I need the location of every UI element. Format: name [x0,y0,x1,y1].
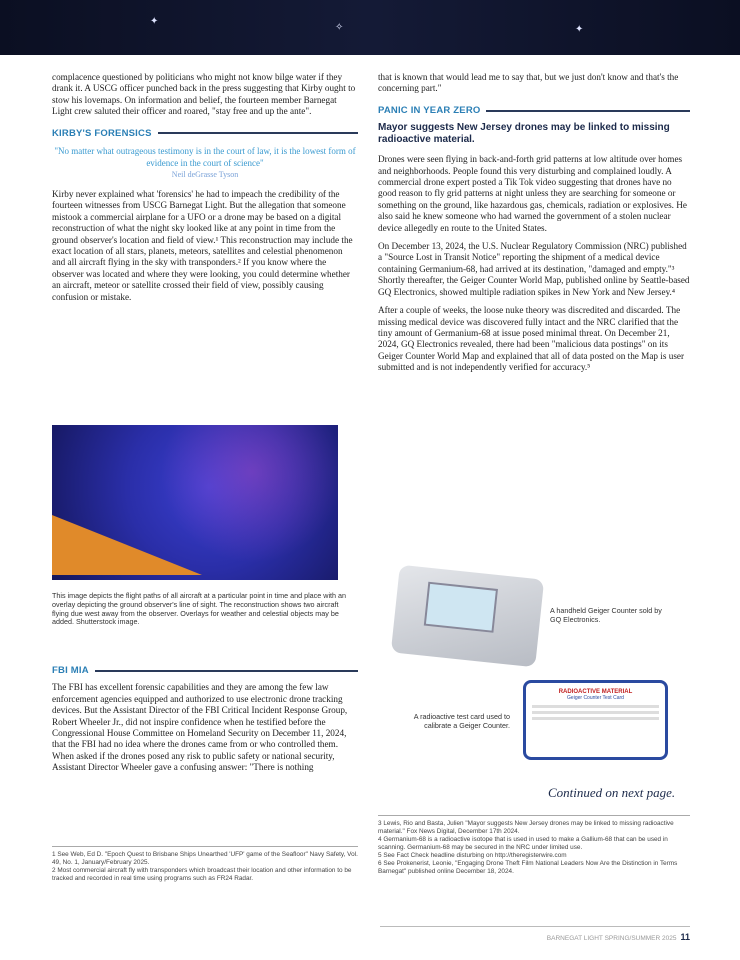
star-icon: ✦ [150,16,159,27]
flight-path-image [52,425,338,580]
geiger-screen [424,582,498,633]
image-caption: This image depicts the flight paths of all aircraft at a particular point in time and place with an overlay depicting the ground observer's line of sight. The reconstruction shows two aircraft flying due west away from the observer. Overlays for weather and celestial objects may be added. Shutterstock image. [52,591,347,627]
page-number: 11 [680,932,690,942]
section-title: PANIC IN YEAR ZERO [378,104,481,116]
section-heading [52,128,358,139]
body-paragraph: Kirby never explained what 'forensics' he had to impeach the credibility of the fourteen witnesses from USCG Barnegat Light. But the allegation that someone mistook a commercial airplane for a UFO or a drone may be based on a digital reconstruction of what the night sky looked like at any point in time from the ground observer's location and field of view.¹ This reconstruction may include the exact location of all stars, planets, meteors, satellites and celestial phenomenon and all aircraft flying in the sky with transponders.² If you know where the observer was located and where they were looking, you could determine whether an aircraft, meteor or satellite crossed their field of view, possibly causing confusion or mistake. [52,189,353,302]
section-title: FBI MIA [52,665,89,676]
footnote: 4 Germanium-68 is a radioactive isotope that is used in used to make a Gallium-68 that can be used in scanning. Germanium-68 may be secured in the NRC under limited use. [378,836,668,851]
pull-quote [52,145,358,181]
footnotes [378,815,690,876]
body-paragraph: The FBI has excellent forensic capabilities and they are among the few law enforcement agencies equipped and authorized to use electronic drone tracking devices. But the Assistant Director of the FBI Critical Incident Response Group, Robert Wheeler Jr., did not inspire confidence when he testified before the Congressional House Committee on Homeland Security on December 11, 2024, that the FBI had no idea where the drones came from or who controlled them. When asked if the drones posed any risk to public safety or national security, Assistant Director Wheeler gave a confusing answer: "There is nothing [52,682,348,773]
body-paragraph: On December 13, 2024, the U.S. Nuclear Regulatory Commission (NRC) published a "Source Lost in Transit Notice" reporting the shipment of a medical device containing Germanium-68, had arrived at its destination, "damaged and empty."³ Shortly thereafter, the Geiger Counter World Map, published online by Seattle-based GQ Electronics, showed multiple radiation spikes in New York and New Jersey.⁴ [378,241,690,297]
section-heading [52,665,358,676]
continued-notice: Continued on next page. [548,785,676,800]
star-icon: ✦ [575,24,584,35]
body-paragraph: After a couple of weeks, the loose nuke theory was discredited and discarded. The missing medical device was discovered fully intact and the NRC clarified that the tiny amount of Germanium-68 at issue posed minimal threat. On December 21, 2024, GQ Electronics revealed, there had been "malicious data postings" on its Geiger Counter World Map and explained that all of data posted on the Map is user submitted and is not independently verified for accuracy.⁵ [378,305,685,373]
footnote: 5 See Fact Check headline disturbing on http://theregisterwire.com [378,852,567,859]
footnote: 6 See Prokenerist, Leonie, "Engaging Drone Theft Film National Leaders Now Are the Distinction in Terms Barnegat" published online December 18, 2024. [378,860,678,875]
card-title: RADIOACTIVE MATERIAL [558,689,633,695]
footer-text: BARNEGAT LIGHT SPRING/SUMMER 2025 [546,935,677,942]
intro-paragraph: complacence questioned by politicians who might not know bilge water if they drank it. A USCG officer punched back in the press suggesting that Kirby ought to stow his lovemaps. On information and belief, the fourteen member Barnegat Light crew saluted their officer and roared, "stay free and up the ante". [52,72,356,117]
footnote: 2 Most commercial aircraft fly with transponders which broadcast their location and other information to be tracked and recorded in real time using programs such as FR24 Radar. [52,867,352,882]
star-icon: ✧ [335,22,344,33]
geiger-counter-image [391,565,544,668]
test-card-image [523,680,668,760]
footnote: 1 See Web, Ed D. "Epoch Quest to Brisbane Ships Unearthed 'UFP' game of the Seafloor" Navy Safety, Vol. 49, No. 1, January/February 2025. [52,851,358,866]
quote-author: Neil deGrasse Tyson [171,170,239,180]
section-title: KIRBY'S FORENSICS [52,127,152,139]
page-footer [380,926,690,942]
header-banner [0,0,740,55]
card-subtitle: Geiger Counter Test Card [567,695,624,701]
quote-text: "No matter what outrageous testimony is in the court of law, it is the lowest form of evidence in the court of science" [54,146,356,169]
footnote: 3 Lewis, Rio and Basta, Julien "Mayor suggests New Jersey drones may be linked to missing radioactive material." Fox News Digital, December 17th 2024. [378,820,674,835]
right-column [378,72,690,381]
footnotes [52,846,358,883]
body-paragraph: that is known that would lead me to say that, but we just don't know and that's the concerning part." [378,72,679,94]
left-column [52,72,358,310]
geiger-caption: A handheld Geiger Counter sold by GQ Electronics. [550,606,662,624]
body-paragraph: Drones were seen flying in back-and-forth grid patterns at low altitude over homes and neighborhoods. People found this very disturbing and complained loudly. A commercial drone expert posted a Tik Tok video suggesting that drones have no good reason to fly grid patterns at night unless they are searching for someone or something on the ground, like hazardous gas, chemicals, radiation or explosives. He also said he knew someone who had warned the government of a stolen nuclear device allegedly en route to the United States. [378,154,687,233]
card-caption: A radioactive test card used to calibrate a Geiger Counter. [413,712,510,730]
section-heading [378,105,690,116]
left-column-lower [52,655,358,781]
subheadline: Mayor suggests New Jersey drones may be linked to missing radioactive material. [378,122,670,146]
